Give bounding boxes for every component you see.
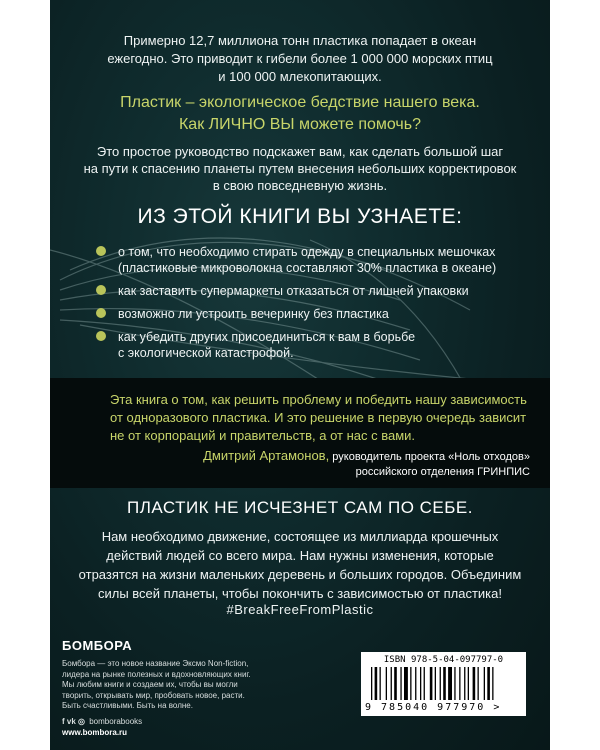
barcode-bar [424,667,425,700]
barcode-bar [394,667,397,700]
social-links [62,716,142,727]
list-item: как убедить других присоединиться к вам в борьбе с экологической катастрофой. [96,329,536,361]
list-item: возможно ли устроить вечеринку без пластика [96,306,536,322]
barcode-bar [404,667,408,700]
barcode-bar [484,667,485,700]
lead-paragraph: Это простое руководство подскажет вам, как сделать большой шаг на пути к спасению планеты путем внесения небольших корректировок в свою повседневную жизнь. [83,144,517,193]
bullet-dot-icon [96,285,106,295]
quote-author [110,448,530,480]
barcode-bar [400,667,401,700]
barcode-bar [415,667,416,700]
barcode-bar [473,667,476,700]
intro-paragraph: Примерно 12,7 миллиона тонн пластика попадает в океан ежегодно. Это приводит к гибели более 1 000 000 морских птиц и 100 000 млекопитающих. [107,33,493,84]
learn-title: ИЗ ЭТОЙ КНИГИ ВЫ УЗНАЕТЕ: [137,205,463,228]
quote-text: Эта книга о том, как решить проблему и победить нашу зависимость от одноразового пластика. И это решение в первую очередь зависит не от корпораций и правительств, а от нас с вами. [110,392,527,443]
barcode-bar [443,667,446,700]
barcode-image [371,667,516,700]
bullet-dot-icon [96,331,106,341]
author-organization: российского отделения ГРИНПИС [355,466,530,478]
barcode-bar [391,667,392,700]
social-icons: f vk ◎ [62,717,85,726]
list-item: о том, что необходимо стирать одежду в специальных мешочках (пластиковые микроволокна составляют 30% пластика в океане) [96,244,536,276]
isbn-label: ISBN 978-5-04-097797-0 [383,655,504,665]
barcode-bar [371,667,372,700]
barcode-bar [380,667,381,700]
barcode-bar [440,667,441,700]
barcode-bar [375,667,378,700]
barcode-bar [448,667,452,700]
closing-paragraph: Нам необходимо движение, состоящее из миллиарда крошечных действий людей со всего мира. Нам нужны изменения, которые отразятся на жизни маленьких деревень и больших городов. Объединим силы всей планеты, чтобы покончить с зависимостью от пластика! [78,529,522,601]
barcode-bar [492,667,493,700]
author-role: руководитель проекта «Ноль отходов» [332,451,530,463]
back-cover [50,0,550,750]
barcode-bar [386,667,387,700]
benefits-list [96,244,536,368]
barcode-bar [430,667,433,700]
plastic-title: ПЛАСТИК НЕ ИСЧЕЗНЕТ САМ ПО СЕБЕ. [127,498,473,517]
barcode-bar [468,667,469,700]
website-link: www.bombora.ru [62,728,128,737]
barcode-bar [459,667,460,700]
barcode-bar [454,667,455,700]
bullet-dot-icon [96,246,106,256]
publisher-description: Бомбора — это новое название Эксмо Non-fiction, лидера на рынке полезных и вдохновляющих книг. Мы любим книги и создаем их, чтобы вы могли творить, открывать мир, пробовать новое, расти. Быть счастливыми. Быть на волне. [62,659,251,710]
social-handle: bomborabooks [89,717,143,726]
publisher-logo: БОМБОРА [62,638,133,653]
barcode-bar [487,667,490,700]
headline: Пластик – экологическое бедствие нашего века. Как ЛИЧНО ВЫ можете помочь? [120,94,480,133]
hashtag: #BreakFreeFromPlastic [226,602,374,617]
barcode-bar [435,667,436,700]
ean-digits: 9 785040 977970 > [365,702,502,713]
barcode-bar [420,667,421,700]
barcode-bar [464,667,465,700]
barcode-block [361,652,526,716]
bullet-dot-icon [96,308,106,318]
author-name: Дмитрий Артамонов, [203,448,330,463]
barcode-bar [410,667,411,700]
barcode-bar [478,667,479,700]
list-item: как заставить супермаркеты отказаться от лишней упаковки [96,283,536,299]
